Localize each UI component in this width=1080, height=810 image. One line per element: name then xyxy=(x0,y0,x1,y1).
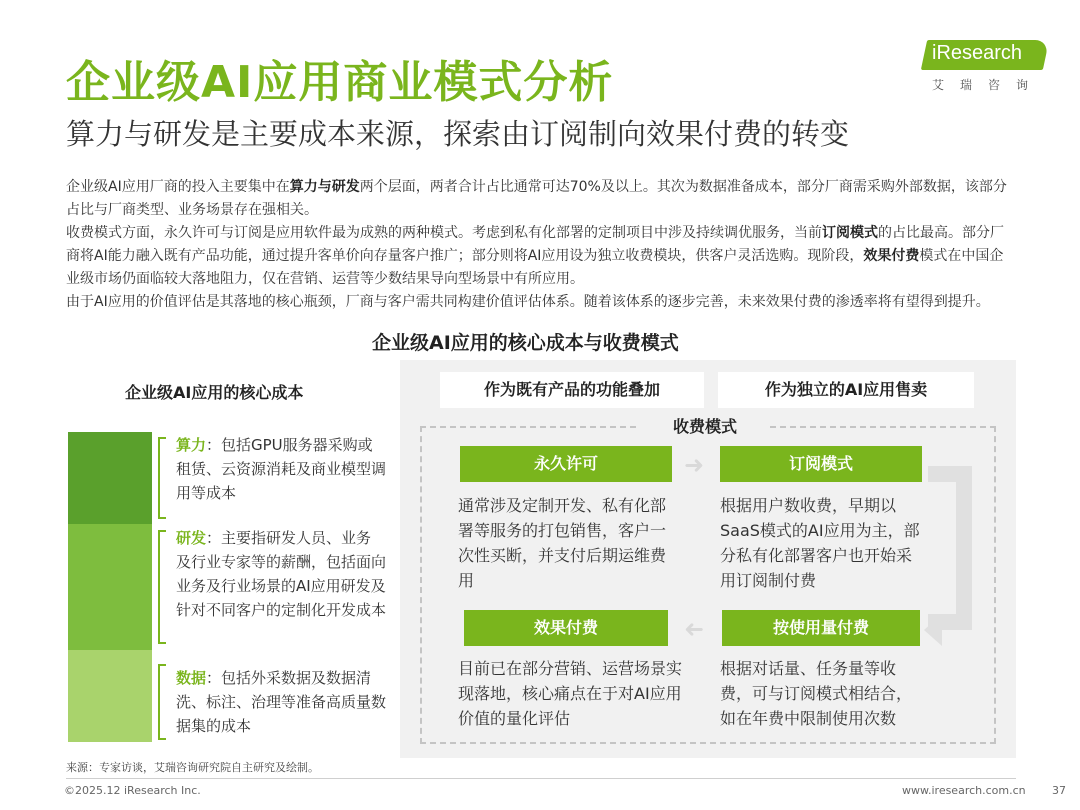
logo-brand: iResearch xyxy=(932,42,1023,64)
mode-subscription: 订阅模式 xyxy=(720,446,922,482)
mode-usage-based: 按使用量付费 xyxy=(722,610,920,646)
bracket-compute xyxy=(158,437,166,519)
desc-subscription: 根据用户数收费，早期以SaaS模式的AI应用为主，部分私有化部署客户也开始采用订阅制付费 xyxy=(720,496,920,590)
arrow-left-icon: ➜ xyxy=(684,615,705,643)
paragraph-2: 收费模式方面，永久许可与订阅是应用软件最为成熟的两种模式。考虑到私有化部署的定制项目中涉及持续调优服务，当前订阅模式的占比最高。部分厂商将AI能力融入既有产品功能，通过提升客单价向存量客户推广；部分则将AI应用设为独立收费模块，供客户灵活选购。现阶段，效果付费模式在中国企业级市场仍面临较大落地阻力，仅在营销、运营等少数结果导向型场景中有所应用。 xyxy=(66,225,1004,287)
desc-usage-based: 根据对话量、任务量等收费，可与订阅模式相结合，如在年费中限制使用次数 xyxy=(720,659,913,728)
body-text xyxy=(66,176,1016,314)
loop-arrow-icon xyxy=(928,466,972,630)
footer-copyright: ©2025.12 iResearch Inc. xyxy=(64,784,201,797)
mode-outcome-based: 效果付费 xyxy=(464,610,668,646)
cost-item-compute: 算力：包括GPU服务器采购或租赁、云资源消耗及商业模型调用等成本 xyxy=(176,436,387,502)
modes-group-label: 收费模式 xyxy=(640,414,770,437)
desc-perpetual-license: 通常涉及定制开发、私有化部署等服务的打包销售，客户一次性买断，并支付后期运维费用 xyxy=(458,496,667,590)
iresearch-logo xyxy=(920,36,1050,98)
footer-website[interactable]: www.iresearch.com.cn xyxy=(902,784,1026,797)
figure-title: 企业级AI应用的核心成本与收费模式 xyxy=(372,332,679,354)
loop-arrow-head-icon xyxy=(924,614,942,646)
bracket-data xyxy=(158,664,166,740)
cost-bar-rnd xyxy=(68,524,152,650)
paragraph-1: 企业级AI应用厂商的投入主要集中在算力与研发两个层面，两者合计占比通常可达70%及以上。其次为数据准备成本，部分厂商需采购外部数据，该部分占比与厂商类型、业务场景存在强相关。 xyxy=(66,179,1007,218)
cost-bar-data xyxy=(68,650,152,742)
source-note: 来源：专家访谈，艾瑞咨询研究院自主研究及绘制。 xyxy=(66,761,319,774)
desc-outcome-based: 目前已在部分营销、运营场景实现落地，核心痛点在于对AI应用价值的量化评估 xyxy=(458,659,683,728)
footer-divider xyxy=(66,778,1016,779)
arrow-right-icon: ➜ xyxy=(684,451,705,479)
logo-sub: 艾瑞咨询 xyxy=(932,78,1045,92)
mode-head-standalone: 作为独立的AI应用售卖 xyxy=(718,372,974,408)
bracket-rnd xyxy=(158,530,166,644)
cost-bar-compute xyxy=(68,432,152,524)
paragraph-3: 由于AI应用的价值评估是其落地的核心瓶颈，厂商与客户需共同构建价值评估体系。随着该体系的逐步完善，未来效果付费的渗透率将有望得到提升。 xyxy=(66,294,990,310)
mode-head-feature-addon: 作为既有产品的功能叠加 xyxy=(440,372,704,408)
page-subtitle: 算力与研发是主要成本来源，探索由订阅制向效果付费的转变 xyxy=(66,117,850,151)
mode-perpetual-license: 永久许可 xyxy=(460,446,672,482)
cost-item-rnd: 研发：主要指研发人员、业务及行业专家等的薪酬，包括面向业务及行业场景的AI应用研发及针对不同客户的定制化开发成本 xyxy=(176,529,387,619)
cost-item-data: 数据：包括外采数据及数据清洗、标注、治理等准备高质量数据集的成本 xyxy=(176,669,387,735)
page-number: 37 xyxy=(1052,784,1066,797)
costs-heading: 企业级AI应用的核心成本 xyxy=(125,383,304,402)
page-title: 企业级AI应用商业模式分析 xyxy=(66,57,614,108)
